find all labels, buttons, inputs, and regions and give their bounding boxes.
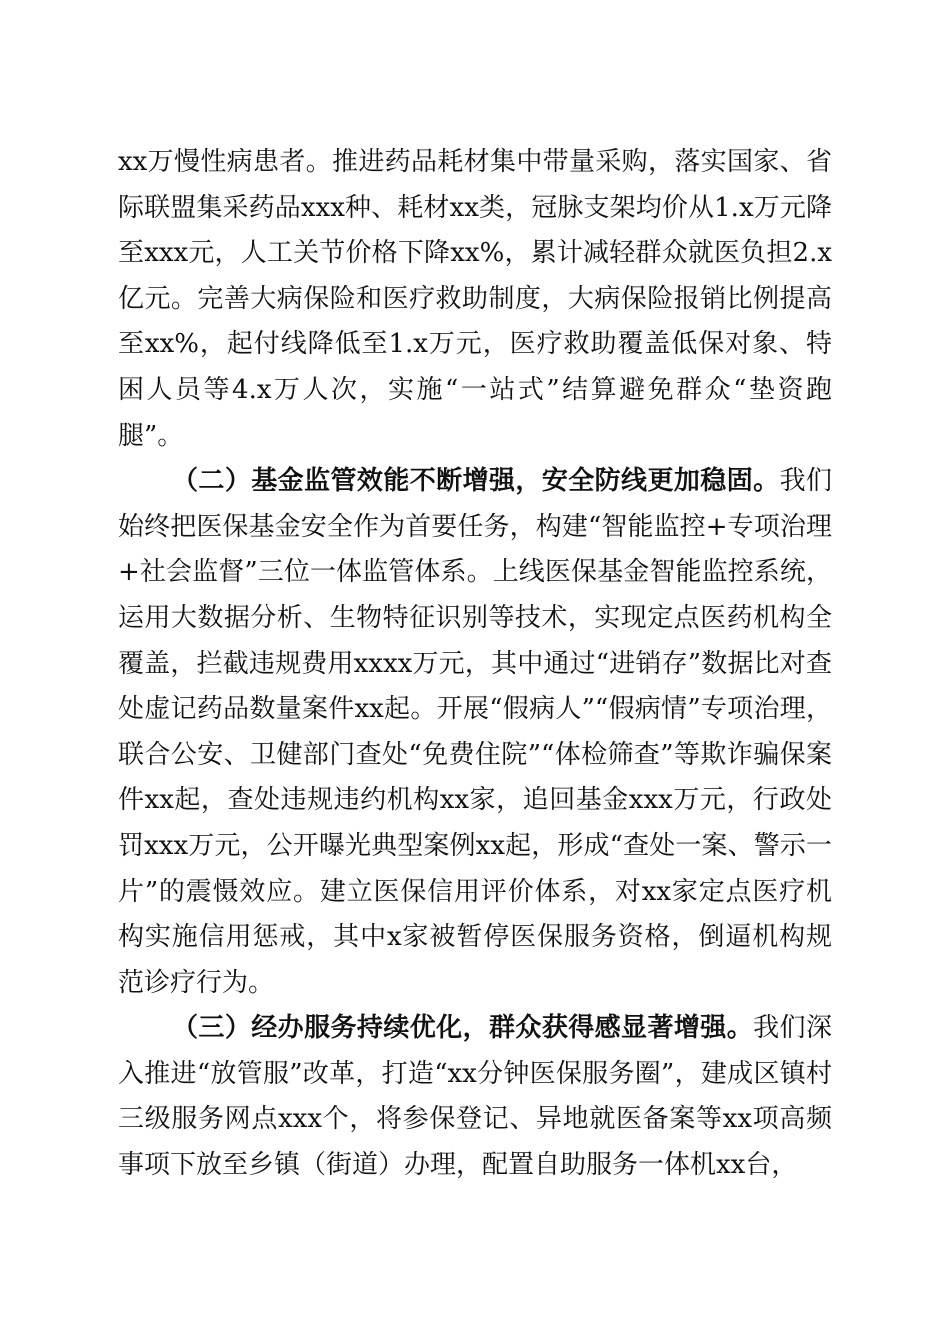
paragraph-3 [118,1006,832,1188]
paragraph-1 [118,140,832,459]
paragraph-2-body: 我们始终把医保基金安全作为首要任务，构建“智能监控+专项治理+社会监督”三位一体监管体系。上线医保基金智能监控系统，运用大数据分析、生物特征识别等技术，实现定点医药机构全覆盖，拦截违规费用xxxx万元，其中通过“进销存”数据比对查处虚记药品数量案件xx起。开展“假病人”“假病情”专项治理，联合公安、卫健部门查处“免费住院”“体检筛查”等欺诈骗保案件xx起，查处违规违约机构xx家，追回基金xxx万元，行政处罚xxx万元，公开曝光典型案例xx起，形成“查处一案、警示一片”的震慑效应。建立医保信用评价体系，对xx家定点医疗机构实施信用惩戒，其中x家被暂停医保服务资格，倒逼机构规范诊疗行为。 [118,466,832,998]
paragraph-1-body: xx万慢性病患者。推进药品耗材集中带量采购，落实国家、省际联盟集采药品xxx种、耗材xx类，冠脉支架均价从1.x万元降至xxx元，人工关节价格下降xx%，累计减轻群众就医负担2.x亿元。完善大病保险和医疗救助制度，大病保险报销比例提高至xx%，起付线降低至1.x万元，医疗救助覆盖低保对象、特困人员等4.x万人次，实施“一站式”结算避免群众“垫资跑腿”。 [118,147,832,451]
paragraph-3-body: 我们深入推进“放管服”改革，打造“xx分钟医保服务圈”，建成区镇村三级服务网点xxx个，将参保登记、异地就医备案等xx项高频事项下放至乡镇（街道）办理，配置自助服务一体机xx台， [118,1013,832,1181]
document-body [118,140,832,1189]
paragraph-2 [118,459,832,1006]
paragraph-2-heading: （二）基金监管效能不断增强，安全防线更加稳固。 [172,466,780,497]
paragraph-3-heading: （三）经办服务持续优化，群众获得感显著增强。 [172,1013,754,1044]
